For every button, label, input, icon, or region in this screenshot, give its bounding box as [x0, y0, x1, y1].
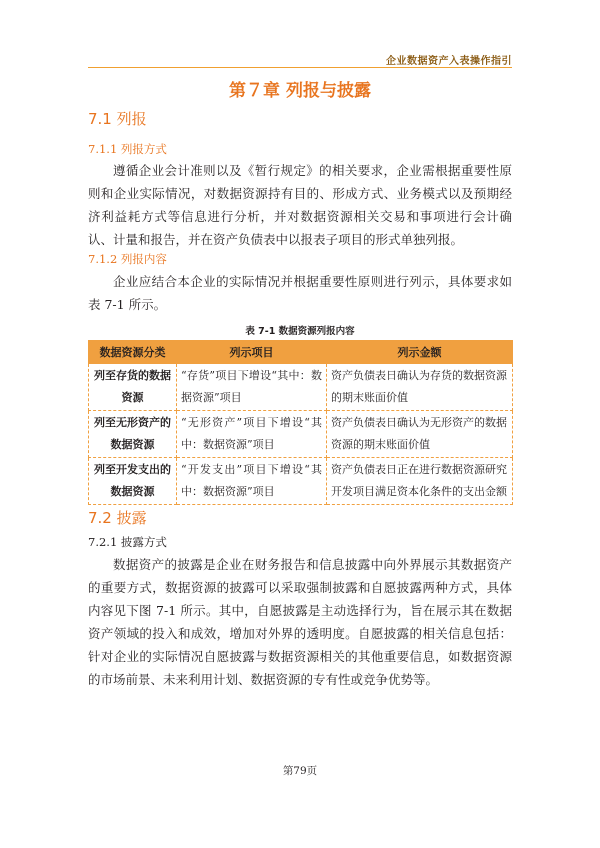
table-header-row	[89, 341, 513, 364]
chapter-title: 第７章 列报与披露	[229, 81, 371, 101]
table-cell-item: “开发支出”项目下增设“其中：数据资源”项目	[177, 458, 327, 505]
table-row	[89, 411, 513, 458]
table-cell-item: “存货”项目下增设“其中：数据资源”项目	[177, 364, 327, 411]
page-number: 第79页	[282, 765, 318, 777]
paragraph-7-1-2: 企业应结合本企业的实际情况并根据重要性原则进行列示，具体要求如表 7-1 所示。	[88, 274, 512, 312]
table-cell-category: 列至开发支出的数据资源	[89, 458, 177, 505]
section-7-2-heading: 7.2 披露	[88, 509, 147, 527]
table-row	[89, 458, 513, 505]
subsection-7-1-2-heading: 7.1.2 列报内容	[88, 252, 167, 266]
data-resources-table	[88, 340, 513, 505]
table-header-cell: 列示金额	[327, 341, 513, 364]
table-header-cell: 列示项目	[177, 341, 327, 364]
table-cell-amount: 资产负债表日确认为存货的数据资源的期末账面价值	[327, 364, 513, 411]
section-7-1-heading: 7.1 列报	[88, 110, 147, 128]
table-caption: 表 7-1 数据资源列报内容	[245, 326, 355, 337]
table-cell-category: 列至存货的数据资源	[89, 364, 177, 411]
paragraph-7-1-1: 遵循企业会计准则以及《暂行规定》的相关要求，企业需根据重要性原则和企业实际情况，对数据资源持有目的、形成方式、业务模式以及预期经济利益耗方式等信息进行分析，并对数据资源相关交易和事项进行会计确认、计量和报告，并在资产负债表中以报表子项目的形式单独列报。	[88, 163, 512, 247]
table-cell-amount: 资产负债表日确认为无形资产的数据资源的期末账面价值	[327, 411, 513, 458]
running-header-title: 企业数据资产入表操作指引	[386, 56, 512, 67]
table-cell-category: 列至无形资产的数据资源	[89, 411, 177, 458]
subsection-7-1-1-heading: 7.1.1 列报方式	[88, 142, 167, 156]
table-cell-item: “无形资产”项目下增设“其中：数据资源”项目	[177, 411, 327, 458]
paragraph-7-2-1: 数据资产的披露是企业在财务报告和信息披露中向外界展示其数据资产的重要方式，数据资源的披露可以采取强制披露和自愿披露两种方式，具体内容见下图 7-1 所示。其中，自愿披露是主动选择行为，旨在展示其在数据资产领域的投入和成效，增加对外界的透明度。自愿披露的相关信息包括：针对企业的实际情况自愿披露与数据资源相关的其他重要信息，如数据资源的市场前景、未来利用计划、数据资源的专有性或竞争优势等。	[88, 557, 512, 687]
header-rule	[88, 67, 512, 68]
subsection-7-2-1-heading: 7.2.1 披露方式	[88, 535, 167, 549]
table-header-cell: 数据资源分类	[89, 341, 177, 364]
table-row	[89, 364, 513, 411]
table-cell-amount: 资产负债表日正在进行数据资源研究开发项目满足资本化条件的支出金额	[327, 458, 513, 505]
